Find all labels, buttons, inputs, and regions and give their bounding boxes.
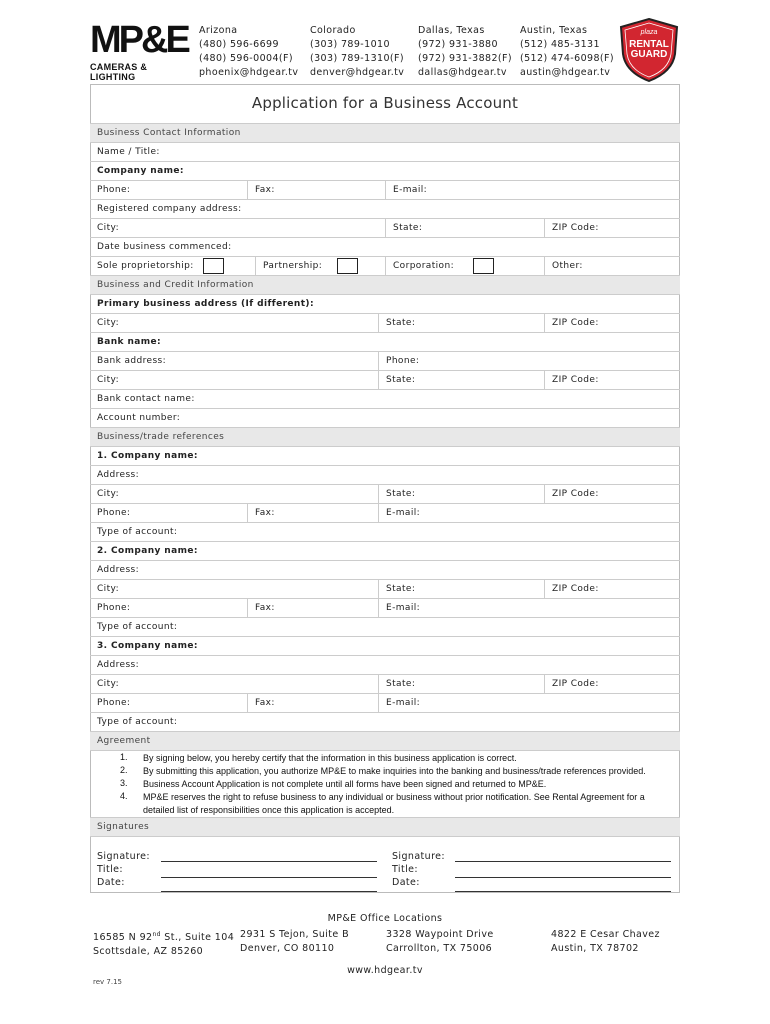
section-agreement (90, 731, 680, 750)
ref1-city-field[interactable] (90, 485, 378, 503)
ref3-city-field[interactable] (90, 675, 378, 693)
state-label: State: (386, 679, 416, 689)
zip-label: ZIP Code: (552, 375, 599, 385)
row-ref3-address[interactable] (90, 655, 680, 674)
date-commenced-label: Date business commenced: (97, 242, 232, 252)
account-number-label: Account number: (97, 413, 181, 423)
sole-proprietorship-checkbox[interactable] (203, 258, 224, 274)
agreement-text: By signing below, you hereby certify that the information in this business application is correct. (143, 753, 517, 763)
row-ref1-type[interactable] (90, 522, 680, 541)
address-text-tail: St., Suite 104 (160, 932, 235, 944)
row-bank-address-phone (90, 351, 680, 370)
bank-address-label: Bank address: (97, 356, 167, 366)
name-title-label: Name / Title: (97, 147, 160, 157)
primary-address-label: Primary business address (If different): (97, 299, 314, 309)
title-label: Title: (97, 864, 123, 875)
email-field[interactable] (385, 181, 680, 199)
ref3-email-field[interactable] (378, 694, 680, 712)
address-superscript: nd (152, 931, 161, 938)
row-ref3-company[interactable] (90, 636, 680, 655)
row-ref2-type[interactable] (90, 617, 680, 636)
zip-label: ZIP Code: (552, 679, 599, 689)
row-ref1-address[interactable] (90, 465, 680, 484)
zip-label: ZIP Code: (552, 584, 599, 594)
address-text: 16585 N 92 (93, 932, 153, 944)
signature-label: Signature: (392, 851, 446, 862)
title-line[interactable] (455, 877, 671, 878)
sole-proprietorship-label: Sole proprietorship: (97, 261, 194, 271)
row-ref2-address[interactable] (90, 560, 680, 579)
registered-address-label: Registered company address: (97, 204, 242, 214)
corporation-label: Corporation: (393, 261, 454, 271)
row-ref3-type[interactable] (90, 712, 680, 731)
row-ref3-phone-fax-email (90, 693, 680, 712)
ref1-zip-field[interactable] (544, 485, 680, 503)
email-label: E-mail: (386, 508, 421, 518)
form-title: Application for a Business Account (251, 94, 519, 112)
location-address (93, 928, 234, 945)
row-account-number[interactable] (90, 408, 680, 427)
agreement-item (90, 791, 680, 817)
city-label: City: (97, 679, 120, 689)
row-ref3-city-state-zip (90, 674, 680, 693)
date-label: Date: (97, 877, 125, 888)
ref3-fax-field[interactable] (247, 694, 378, 712)
bank-address-field[interactable] (90, 352, 378, 370)
partnership-label: Partnership: (263, 261, 323, 271)
section-label: Agreement (97, 736, 151, 746)
ref2-fax-field[interactable] (247, 599, 378, 617)
corporation-checkbox[interactable] (473, 258, 494, 274)
zip-label: ZIP Code: (552, 489, 599, 499)
row-name-title[interactable] (90, 142, 680, 161)
office-city: Colorado (310, 25, 356, 36)
phone-field[interactable] (90, 181, 247, 199)
signatures-body (90, 836, 680, 893)
location-city: Carrollton, TX 75006 (386, 943, 493, 954)
corporation-option (385, 257, 544, 275)
section-references (90, 427, 680, 446)
fax-label: Fax: (255, 603, 275, 613)
agreement-number: 1. (120, 752, 128, 762)
ref-company-label: 2. Company name: (97, 546, 198, 556)
ref1-phone-field[interactable] (90, 504, 247, 522)
date-label: Date: (392, 877, 420, 888)
state-label: State: (386, 375, 416, 385)
agreement-number: 4. (120, 791, 128, 801)
section-credit (90, 275, 680, 294)
row-date-commenced[interactable] (90, 237, 680, 256)
row-bank-contact[interactable] (90, 389, 680, 408)
phone-label: Phone: (97, 698, 131, 708)
bank-zip-field[interactable] (544, 371, 680, 389)
location-city: Austin, TX 78702 (551, 943, 639, 954)
row-city-state-zip (90, 218, 680, 237)
row-ref2-phone-fax-email (90, 598, 680, 617)
mpe-logo (90, 19, 192, 82)
section-label: Business/trade references (97, 432, 225, 442)
phone-label: Phone: (97, 185, 131, 195)
city-label: City: (97, 584, 120, 594)
zip-field[interactable] (544, 219, 680, 237)
office-phone: (972) 931-3880 (418, 39, 498, 50)
section-label: Business and Credit Information (97, 280, 254, 290)
section-label: Business Contact Information (97, 128, 241, 138)
office-email: phoenix@hdgear.tv (199, 67, 299, 78)
city-label: City: (97, 223, 120, 233)
ref2-phone-field[interactable] (90, 599, 247, 617)
rental-guard-badge (618, 18, 680, 82)
state-label: State: (393, 223, 423, 233)
ref-company-label: 3. Company name: (97, 641, 198, 651)
agreement-text: MP&E reserves the right to refuse business to any individual or business without prior notification. See Rental Agreement for a detailed list of responsibilities once this application is accepted. (143, 792, 645, 815)
bank-contact-label: Bank contact name: (97, 394, 195, 404)
zip-label: ZIP Code: (552, 223, 599, 233)
other-field[interactable] (544, 257, 680, 275)
partnership-checkbox[interactable] (337, 258, 358, 274)
signature-line[interactable] (455, 861, 671, 862)
badge-line2: GUARD (630, 49, 668, 60)
fax-label: Fax: (255, 698, 275, 708)
city-label: City: (97, 489, 120, 499)
row-registered-address[interactable] (90, 199, 680, 218)
sole-proprietorship-option (90, 257, 255, 275)
bank-phone-label: Phone: (386, 356, 420, 366)
signature-line[interactable] (161, 861, 377, 862)
email-label: E-mail: (386, 603, 421, 613)
footer-location (551, 928, 660, 956)
ref-type-label: Type of account: (97, 527, 178, 537)
signature-label: Signature: (97, 851, 151, 862)
revision-label: rev 7.15 (93, 978, 122, 986)
row-ref1-city-state-zip (90, 484, 680, 503)
city-label: City: (97, 318, 120, 328)
website-link[interactable]: www.hdgear.tv (347, 965, 423, 976)
ref2-zip-field[interactable] (544, 580, 680, 598)
office-fax: (512) 474-6098(F) (520, 53, 614, 64)
ref-company-label: 1. Company name: (97, 451, 198, 461)
ref-address-label: Address: (97, 470, 140, 480)
state-field[interactable] (385, 219, 544, 237)
row-primary-city-state-zip (90, 313, 680, 332)
footer-location (93, 928, 234, 959)
office-fax: (480) 596-0004(F) (199, 53, 293, 64)
office-city: Dallas, Texas (418, 25, 485, 36)
state-label: State: (386, 584, 416, 594)
ref-type-label: Type of account: (97, 622, 178, 632)
row-business-type (90, 256, 680, 275)
ref3-zip-field[interactable] (544, 675, 680, 693)
office-email: denver@hdgear.tv (310, 67, 405, 78)
ref1-fax-field[interactable] (247, 504, 378, 522)
office-austin (520, 24, 614, 80)
section-contact (90, 123, 680, 142)
bank-name-label: Bank name: (97, 337, 162, 347)
ref-address-label: Address: (97, 660, 140, 670)
agreement-number: 2. (120, 765, 128, 775)
ref-type-label: Type of account: (97, 717, 178, 727)
office-email: dallas@hdgear.tv (418, 67, 507, 78)
office-fax: (303) 789-1310(F) (310, 53, 404, 64)
row-bank-city-state-zip (90, 370, 680, 389)
agreement-number: 3. (120, 778, 128, 788)
office-dallas (418, 24, 512, 80)
ref3-state-field[interactable] (378, 675, 544, 693)
row-phone-fax-email (90, 180, 680, 199)
office-colorado (310, 24, 404, 80)
badge-top-text: plaza (640, 29, 658, 36)
state-label: State: (386, 318, 416, 328)
phone-label: Phone: (97, 603, 131, 613)
ref2-state-field[interactable] (378, 580, 544, 598)
email-label: E-mail: (386, 698, 421, 708)
footer-location (240, 928, 349, 956)
title-line[interactable] (161, 877, 377, 878)
title-label: Title: (392, 864, 418, 875)
badge-line1: RENTAL (629, 39, 669, 50)
signature-labels-right (392, 850, 445, 889)
office-phone: (303) 789-1010 (310, 39, 390, 50)
office-fax: (972) 931-3882(F) (418, 53, 512, 64)
bank-phone-field[interactable] (378, 352, 680, 370)
phone-label: Phone: (97, 508, 131, 518)
location-address: 2931 S Tejon, Suite B (240, 929, 349, 940)
agreement-item (90, 765, 680, 778)
city-field[interactable] (90, 219, 385, 237)
primary-state-field[interactable] (378, 314, 544, 332)
agreement-item (90, 752, 680, 765)
fax-label: Fax: (255, 508, 275, 518)
office-arizona (199, 24, 298, 80)
ref3-phone-field[interactable] (90, 694, 247, 712)
row-ref2-city-state-zip (90, 579, 680, 598)
date-line[interactable] (161, 891, 377, 892)
ref2-email-field[interactable] (378, 599, 680, 617)
row-ref2-company[interactable] (90, 541, 680, 560)
partnership-option (255, 257, 385, 275)
row-ref1-company[interactable] (90, 446, 680, 465)
bank-state-field[interactable] (378, 371, 544, 389)
row-primary-address[interactable] (90, 294, 680, 313)
zip-label: ZIP Code: (552, 318, 599, 328)
agreement-item (90, 778, 680, 791)
signature-labels-left (97, 850, 150, 889)
other-label: Other: (552, 261, 583, 271)
location-address: 4822 E Cesar Chavez (551, 929, 660, 940)
section-signatures (90, 817, 680, 836)
fax-field[interactable] (247, 181, 385, 199)
office-city: Austin, Texas (520, 25, 588, 36)
footer-heading: MP&E Office Locations (327, 913, 443, 924)
bank-city-field[interactable] (90, 371, 378, 389)
office-phone: (512) 485-3131 (520, 39, 600, 50)
row-company-name[interactable] (90, 161, 680, 180)
office-phone: (480) 596-6699 (199, 39, 279, 50)
logo-tagline: CAMERAS & LIGHTING (90, 62, 148, 82)
location-city: Scottsdale, AZ 85260 (93, 946, 204, 958)
ref1-state-field[interactable] (378, 485, 544, 503)
shield-icon (618, 18, 680, 82)
city-label: City: (97, 375, 120, 385)
ref2-city-field[interactable] (90, 580, 378, 598)
agreement-text: Business Account Application is not complete until all forms have been signed and returned to MP&E. (143, 779, 547, 789)
logo-text: MP&E (90, 19, 188, 61)
primary-zip-field[interactable] (544, 314, 680, 332)
footer-location (386, 928, 494, 956)
section-label: Signatures (97, 822, 150, 832)
office-city: Arizona (199, 25, 238, 36)
primary-city-field[interactable] (90, 314, 378, 332)
row-ref1-phone-fax-email (90, 503, 680, 522)
ref1-email-field[interactable] (378, 504, 680, 522)
agreement-text: By submitting this application, you authorize MP&E to make inquiries into the banking and business/trade references provided. (143, 766, 646, 776)
ref-address-label: Address: (97, 565, 140, 575)
date-line[interactable] (455, 891, 671, 892)
location-address: 3328 Waypoint Drive (386, 929, 494, 940)
row-bank-name[interactable] (90, 332, 680, 351)
state-label: State: (386, 489, 416, 499)
email-label: E-mail: (393, 185, 428, 195)
location-city: Denver, CO 80110 (240, 943, 335, 954)
office-email: austin@hdgear.tv (520, 67, 611, 78)
company-name-label: Company name: (97, 166, 184, 176)
fax-label: Fax: (255, 185, 275, 195)
